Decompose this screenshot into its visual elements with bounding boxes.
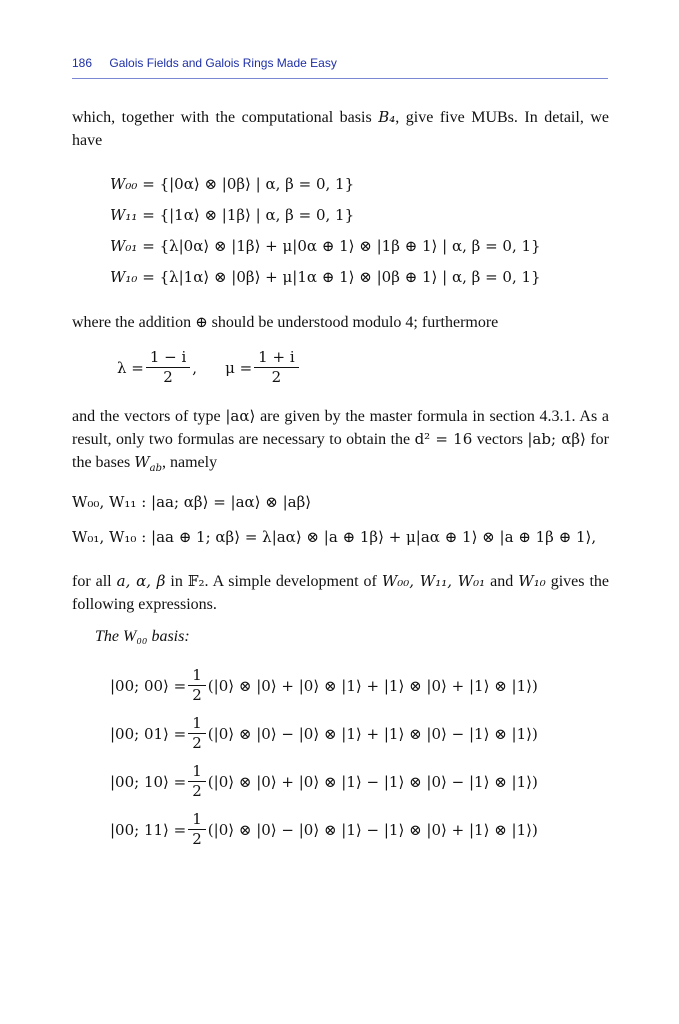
formula-w00-w11 (72, 492, 311, 512)
math-inline: 𝔽₂ (187, 572, 205, 590)
text-run: , give five MUBs. In detail, we have (72, 109, 609, 149)
vector-rhs: (|0⟩ ⊗ |0⟩ − |0⟩ ⊗ |1⟩ + |1⟩ ⊗ |0⟩ − |1⟩ ⊗ |1⟩) (207, 724, 538, 743)
vector-lhs: |00; 00⟩ = (110, 676, 187, 695)
equation-rhs: {|0α⟩ ⊗ |0β⟩ | α, β = 0, 1} (159, 175, 355, 193)
equation-rhs: {|1α⟩ ⊗ |1β⟩ | α, β = 0, 1} (159, 206, 355, 224)
formula-text: W₀₀, W₁₁ : |aa; αβ⟩ = |aα⟩ ⊗ |aβ⟩ (72, 493, 312, 511)
fraction-numerator: 1 (188, 762, 206, 782)
paragraph-development (72, 570, 609, 616)
vector-rhs: (|0⟩ ⊗ |0⟩ + |0⟩ ⊗ |1⟩ + |1⟩ ⊗ |0⟩ + |1⟩ ⊗ |1⟩) (207, 676, 538, 695)
fraction-numerator: 1 + i (254, 348, 298, 368)
math-inline: ⊕ (195, 313, 208, 331)
vector-lhs: |00; 01⟩ = (110, 724, 187, 743)
equation-lhs: W₀₁ (110, 237, 138, 255)
vector-rhs: (|0⟩ ⊗ |0⟩ + |0⟩ ⊗ |1⟩ − |1⟩ ⊗ |0⟩ − |1⟩ ⊗ |1⟩) (207, 772, 538, 791)
equation-w11: W₁₁ = {|1α⟩ ⊗ |1β⟩ | α, β = 0, 1} (110, 206, 355, 224)
header-rule (72, 78, 608, 79)
lambda-mu-definition (117, 348, 301, 387)
fraction-denominator: 2 (192, 734, 202, 752)
math-inline: W₀₀, W₁₁, W₀₁ (381, 572, 486, 590)
text-run: , namely (162, 454, 218, 471)
fraction-denominator: 2 (192, 686, 202, 704)
text-run: for the bases (72, 431, 610, 471)
equation-w10: W₁₀ = {λ|1α⟩ ⊗ |0β⟩ + μ|1α ⊕ 1⟩ ⊗ |0β ⊕ 1⟩ | α, β = 0, 1} (110, 268, 541, 286)
running-title: Galois Fields and Galois Rings Made Easy (109, 56, 337, 70)
paragraph-addition (72, 311, 609, 334)
basis-heading: The W₀₀ basis: (95, 628, 190, 645)
vector-lhs: |00; 11⟩ = (110, 820, 187, 839)
text-run: and the vectors of type (72, 408, 226, 425)
running-header (72, 56, 608, 70)
text-run: should be understood modulo 4; furthermore (207, 314, 499, 331)
vector-00-01 (110, 714, 538, 753)
page-number: 186 (72, 56, 93, 70)
vector-00-11 (110, 810, 538, 849)
equation-rhs: {λ|0α⟩ ⊗ |1β⟩ + μ|0α ⊕ 1⟩ ⊗ |1β ⊕ 1⟩ | α, β = 0, 1} (159, 237, 541, 255)
math-inline: |ab; αβ⟩ (527, 430, 586, 448)
text-run: which, together with the computational basis (72, 109, 379, 126)
text-run: vectors (472, 431, 528, 448)
half-fraction (188, 714, 206, 753)
equation-lhs: W₁₁ (110, 206, 138, 224)
mu-fraction (254, 348, 298, 387)
math-inline: d² = 16 (414, 430, 473, 448)
fraction-numerator: 1 (188, 666, 206, 686)
math-symbol: W (134, 453, 150, 471)
mu-label: μ = (225, 358, 253, 377)
text-run: for all (72, 573, 117, 590)
formula-text: W₀₁, W₁₀ : |aa ⊕ 1; αβ⟩ = λ|aα⟩ ⊗ |a ⊕ 1β⟩ + μ|aα ⊕ 1⟩ ⊗ |a ⊕ 1β ⊕ 1⟩, (72, 528, 597, 546)
fraction-numerator: 1 (188, 714, 206, 734)
paragraph-master-formula (72, 405, 609, 480)
text-run: are given by the master formula in section 4.3.1. As a result, only two formulas are necessary to obtain the (72, 408, 610, 448)
fraction-denominator: 2 (192, 830, 202, 848)
math-inline (134, 453, 162, 474)
equation-w00: W₀₀ = {|0α⟩ ⊗ |0β⟩ | α, β = 0, 1} (110, 175, 355, 193)
fraction-denominator: 2 (163, 368, 173, 386)
separator: , (192, 358, 198, 377)
fraction-denominator: 2 (271, 368, 282, 386)
equation-lhs: W₁₀ (110, 268, 138, 286)
text-run: . A simple development of (204, 573, 382, 590)
formula-w01-w10 (72, 527, 596, 547)
text-run: gives the following expressions. (72, 573, 610, 613)
math-inline: a, α, β (116, 572, 166, 590)
half-fraction (188, 810, 206, 849)
math-inline: |aα⟩ (225, 407, 256, 425)
lambda-fraction (146, 348, 190, 387)
math-inline: B₄ (378, 108, 396, 126)
equation-rhs: {λ|1α⟩ ⊗ |0β⟩ + μ|1α ⊕ 1⟩ ⊗ |0β ⊕ 1⟩ | α, β = 0, 1} (159, 268, 541, 286)
half-fraction (188, 666, 206, 705)
paragraph-intro (72, 106, 609, 152)
vector-00-10 (110, 762, 538, 801)
text-run: and (485, 573, 519, 590)
half-fraction (188, 762, 206, 801)
math-inline: W₁₀ (518, 572, 546, 590)
text-run: in (165, 573, 188, 590)
vector-lhs: |00; 10⟩ = (110, 772, 187, 791)
text-run: where the addition (72, 314, 196, 331)
equation-lhs: W₀₀ (110, 175, 138, 193)
vector-00-00 (110, 666, 538, 705)
math-subscript: ab (149, 463, 162, 474)
fraction-denominator: 2 (192, 782, 202, 800)
fraction-numerator: 1 (188, 810, 206, 830)
lambda-label: λ = (117, 358, 144, 377)
equation-w01: W₀₁ = {λ|0α⟩ ⊗ |1β⟩ + μ|0α ⊕ 1⟩ ⊗ |1β ⊕ 1⟩ | α, β = 0, 1} (110, 237, 541, 255)
fraction-numerator: 1 − i (146, 348, 190, 368)
vector-rhs: (|0⟩ ⊗ |0⟩ − |0⟩ ⊗ |1⟩ − |1⟩ ⊗ |0⟩ + |1⟩ ⊗ |1⟩) (207, 820, 538, 839)
